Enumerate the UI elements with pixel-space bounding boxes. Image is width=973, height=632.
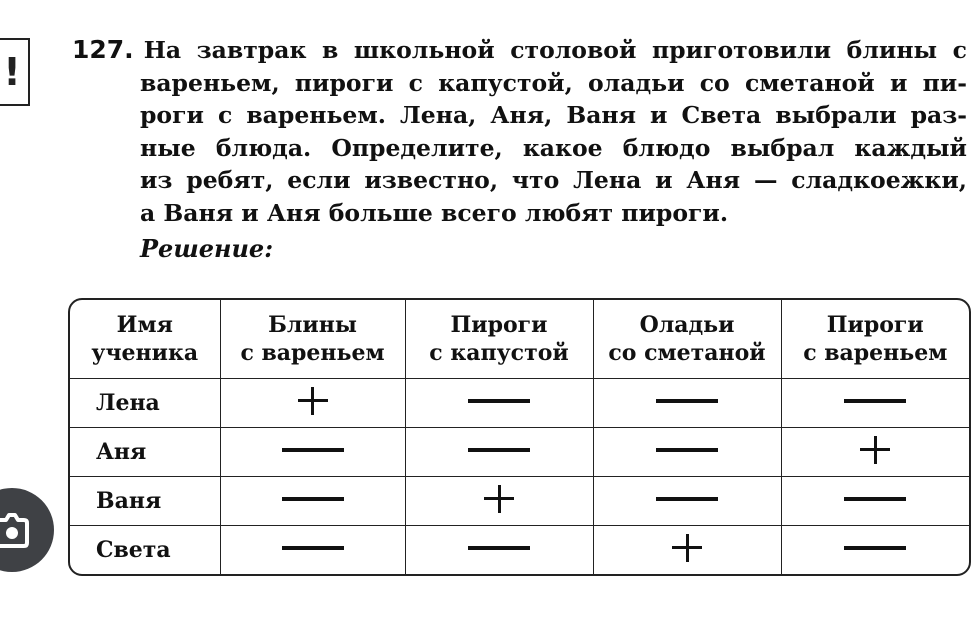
minus-mark — [282, 436, 344, 464]
problem-line: из ребят, если известно, что Лена и Аня — сладкоежки, — [140, 166, 967, 194]
minus-mark — [656, 436, 718, 464]
minus-mark — [844, 485, 906, 513]
column-header-dish: Блины с вареньем — [220, 300, 405, 379]
mark-cell — [593, 526, 781, 574]
mark-cell — [781, 526, 969, 574]
mark-cell — [405, 526, 593, 574]
mark-cell — [593, 477, 781, 526]
plus-mark — [282, 387, 344, 415]
plus-mark — [656, 534, 718, 562]
mark-cell — [593, 428, 781, 477]
minus-mark — [656, 387, 718, 415]
table-row — [70, 526, 969, 574]
column-header-dish: Пироги с капустой — [405, 300, 593, 379]
mark-cell — [405, 477, 593, 526]
minus-mark — [656, 485, 718, 513]
student-name: Света — [70, 526, 220, 574]
mark-cell — [781, 379, 969, 428]
problem-number: 127. — [72, 35, 134, 64]
solution-table — [68, 298, 971, 576]
mark-cell — [781, 477, 969, 526]
mark-cell — [781, 428, 969, 477]
column-header-dish: Оладьи со сметаной — [593, 300, 781, 379]
minus-mark — [468, 387, 530, 415]
google-lens-icon[interactable] — [0, 488, 54, 572]
column-header-dish: Пироги с вареньем — [781, 300, 969, 379]
student-name: Лена — [70, 379, 220, 428]
mark-cell — [220, 477, 405, 526]
mark-cell — [405, 379, 593, 428]
problem-line: роги с вареньем. Лена, Аня, Ваня и Света выбрали раз- — [140, 101, 967, 129]
table-row — [70, 477, 969, 526]
mark-cell — [220, 428, 405, 477]
table-row — [70, 428, 969, 477]
solution-label: Решение: — [140, 234, 274, 263]
plus-mark — [844, 436, 906, 464]
problem-line: вареньем, пироги с капустой, оладьи со сметаной и пи- — [140, 68, 967, 97]
problem-text — [72, 34, 967, 229]
attention-marker: ! — [0, 38, 30, 106]
problem-line: а Ваня и Аня больше всего любят пироги. — [140, 198, 729, 227]
minus-mark — [844, 534, 906, 562]
student-name: Ваня — [70, 477, 220, 526]
table-header-row — [70, 300, 969, 379]
camera-icon — [0, 507, 35, 553]
minus-mark — [282, 485, 344, 513]
column-header-name: Имя ученика — [70, 300, 220, 379]
minus-mark — [468, 436, 530, 464]
mark-cell — [220, 379, 405, 428]
problem-line: 127. На завтрак в школьной столовой приготовили блины с — [72, 35, 967, 64]
problem-line: ные блюда. Определите, какое блюдо выбрал каждый — [140, 133, 967, 162]
minus-mark — [844, 387, 906, 415]
mark-cell — [405, 428, 593, 477]
plus-mark — [468, 485, 530, 513]
mark-cell — [220, 526, 405, 574]
minus-mark — [282, 534, 344, 562]
mark-cell — [593, 379, 781, 428]
student-name: Аня — [70, 428, 220, 477]
table-row — [70, 379, 969, 428]
minus-mark — [468, 534, 530, 562]
